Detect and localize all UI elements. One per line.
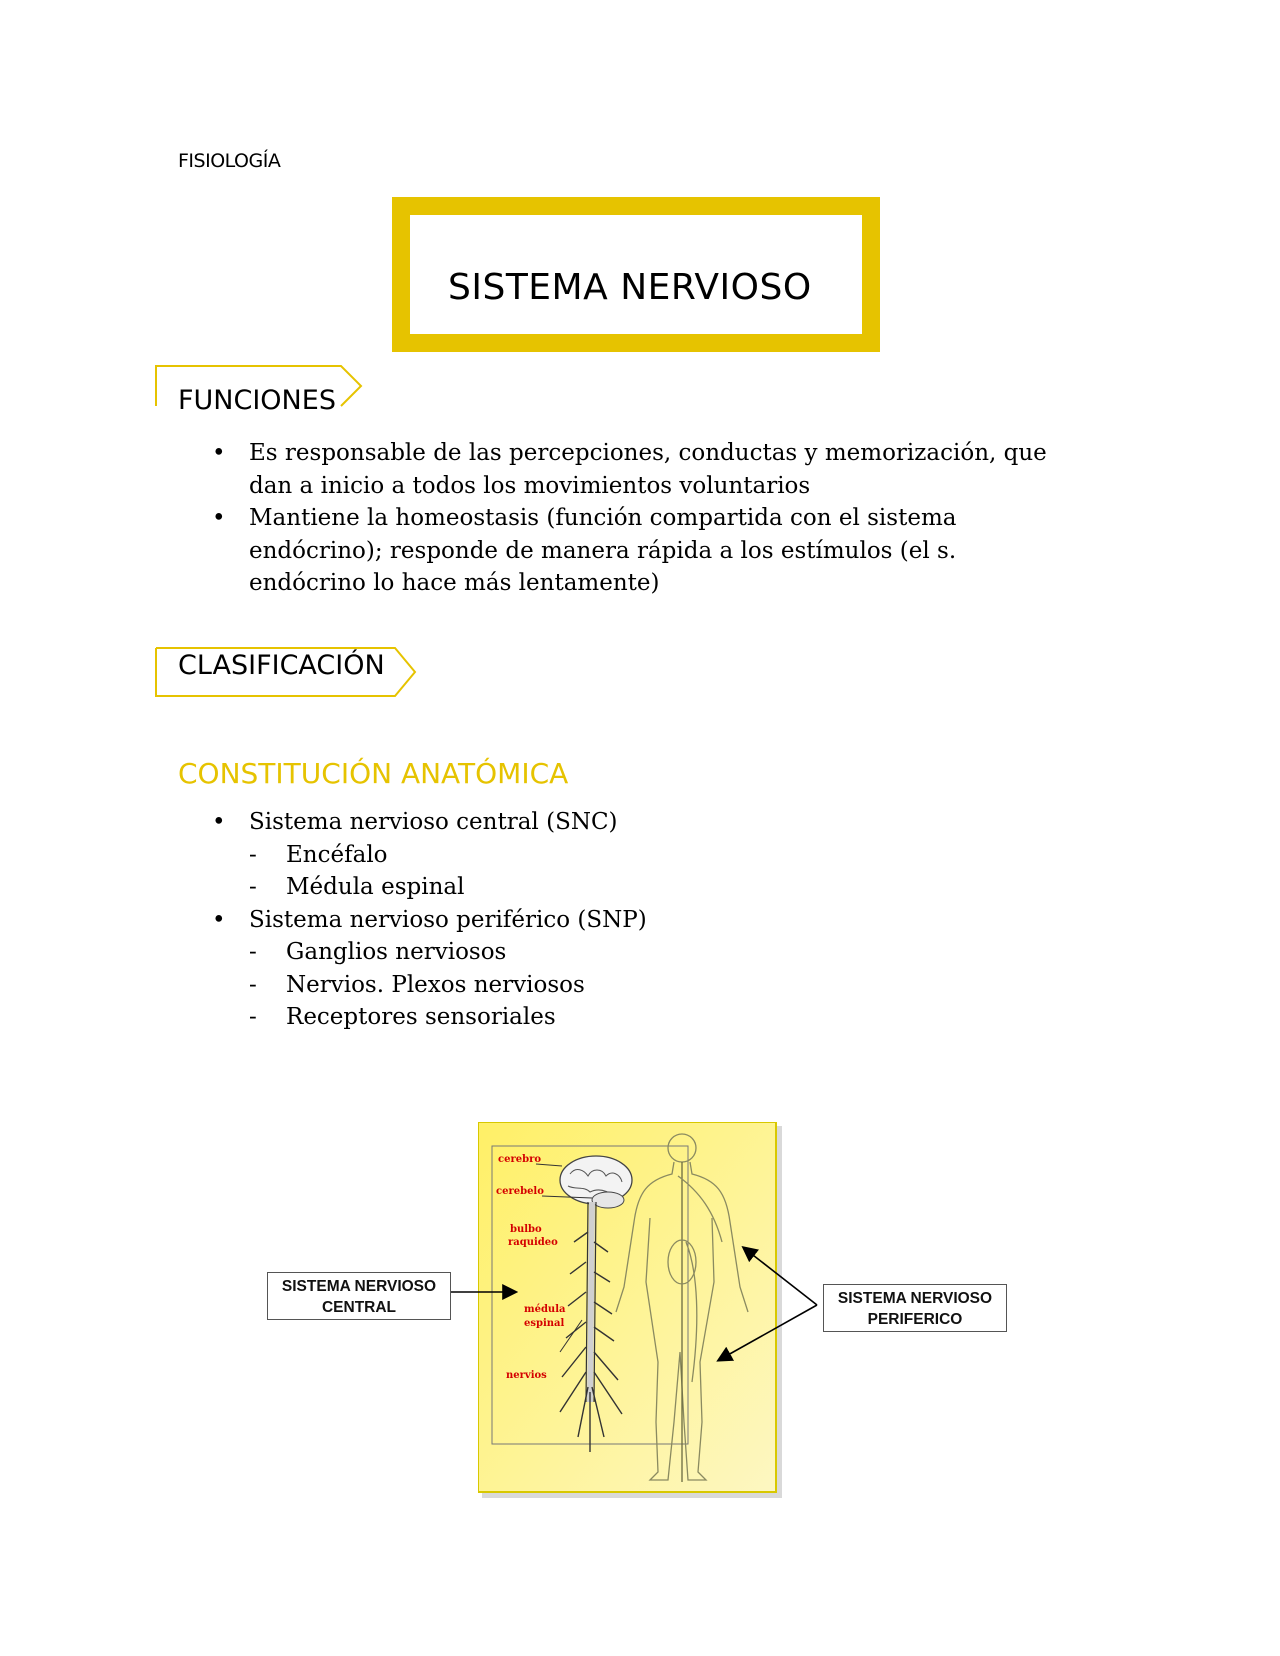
sub-item: - Receptores sensoriales <box>249 1001 1012 1034</box>
label-central <box>267 1272 451 1320</box>
list-item <box>212 904 1012 1034</box>
group-label: Sistema nervioso periférico (SNP) <box>249 906 647 933</box>
arrow-periferico-lower-icon <box>719 1305 817 1360</box>
label-periferico-line2: PERIFERICO <box>867 1311 963 1328</box>
page-title: SISTEMA NERVIOSO <box>448 267 812 308</box>
funciones-heading: FUNCIONES <box>178 385 336 416</box>
anatomy-heading: CONSTITUCIÓN ANATÓMICA <box>178 757 569 790</box>
arrow-periferico-upper-icon <box>744 1248 817 1305</box>
sub-item: - Nervios. Plexos nerviosos <box>249 969 1012 1002</box>
label-medula: médula <box>524 1304 566 1315</box>
sub-item: - Encéfalo <box>249 839 1012 872</box>
label-periferico <box>823 1284 1007 1332</box>
label-cerebro: cerebro <box>498 1154 542 1165</box>
list-item <box>212 806 1012 904</box>
header-label: FISIOLOGÍA <box>178 150 281 172</box>
group-label: Sistema nervioso central (SNC) <box>249 809 618 835</box>
label-nervios: nervios <box>506 1370 547 1381</box>
sub-item: - Ganglios nerviosos <box>249 936 1012 969</box>
label-central-line1: SISTEMA NERVIOSO <box>281 1278 437 1295</box>
title-box <box>392 197 880 352</box>
funciones-list <box>212 437 1092 600</box>
label-periferico-line1: SISTEMA NERVIOSO <box>837 1290 993 1307</box>
label-cerebelo: cerebelo <box>496 1186 544 1197</box>
label-bulbo: bulbo <box>510 1224 542 1235</box>
label-espinal: espinal <box>524 1318 565 1329</box>
sub-item: - Médula espinal <box>249 871 1012 904</box>
label-raquideo: raquideo <box>508 1237 558 1248</box>
list-item: • Mantiene la homeostasis (función compartida con el sistema endócrino); responde de manera rápida a los estímulos (el s. endócrino lo hace más lentamente) <box>212 502 1092 600</box>
list-item: • Es responsable de las percepciones, conductas y memorización, que dan a inicio a todos los movimientos voluntarios <box>212 437 1092 502</box>
clasificacion-heading: CLASIFICACIÓN <box>178 650 385 681</box>
anatomy-list <box>212 806 1012 1034</box>
label-central-line2: CENTRAL <box>321 1299 397 1316</box>
nervous-system-figure <box>267 1122 1009 1500</box>
